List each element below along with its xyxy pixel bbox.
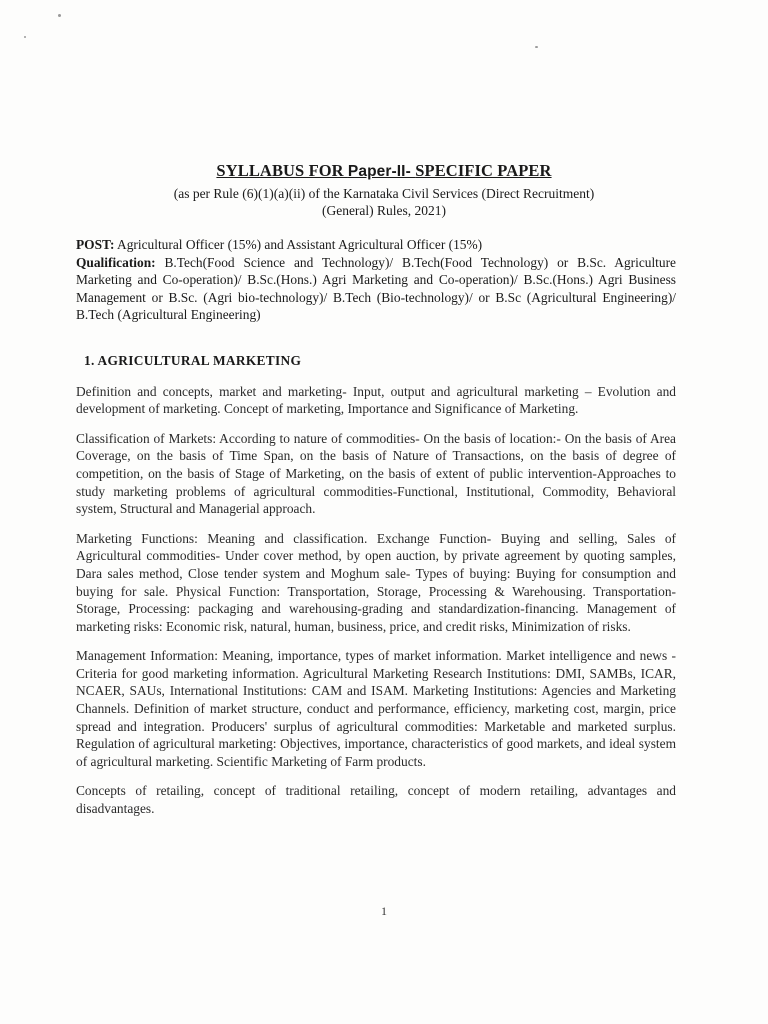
body-paragraph-1: Definition and concepts, market and marketing- Input, output and agricultural marketing – Evolution and development of marketing. Concept of marketing, Importance and Significance of Marketing. <box>76 383 676 417</box>
title-part-1: SYLLABUS FOR <box>216 161 348 180</box>
post-label: POST: <box>76 237 115 252</box>
post-line <box>76 236 676 254</box>
document-body <box>76 236 676 830</box>
document-subtitle-line-1: (as per Rule (6)(1)(a)(ii) of the Karnataka Civil Services (Direct Recruitment) <box>173 186 595 201</box>
document-subtitle-line-2: (General) Rules, 2021) <box>321 203 447 218</box>
scan-speck <box>58 14 61 17</box>
qualification-text: B.Tech(Food Science and Technology)/ B.Tech(Food Technology) or B.Sc. Agriculture Marketing and Co-operation)/ B.Sc.(Hons.) Agri Marketing and Co-operation)/ B.Sc.(Hons.) Agri Business Management or B.Sc. (Agri bio-technology)/ B.Tech (Bio-technology)/ or B.Sc (Agricultural Engineering)/ B.Tech (Agricultural Engineering) <box>76 254 676 323</box>
document-title <box>0 160 768 183</box>
document-header <box>0 160 768 219</box>
title-part-2: Paper-II- <box>347 163 416 180</box>
body-paragraph-3: Marketing Functions: Meaning and classification. Exchange Function- Buying and selling, Sales of Agricultural commodities- Under cover method, by open auction, by private agreement by quoting samples, Dara sales method, Close tender system and Moghum sale- Types of buying: Buying for consumption and buying for sale. Physical Function: Transportation, Storage, Processing & Warehousing. Transportation- Storage, Processing: packaging and warehousing-grading and standardization-financing. Management of marketing risks: Economic risk, natural, human, business, price, and credit risks, Minimization of risks. <box>76 530 676 634</box>
body-paragraph-5: Concepts of retailing, concept of traditional retailing, concept of modern retailing, advantages and disadvantages. <box>76 783 676 817</box>
title-part-3: SPECIFIC PAPER <box>415 161 552 180</box>
body-paragraph-2: Classification of Markets: According to nature of commodities- On the basis of location:- On the basis of Area Coverage, on the basis of Time Span, on the basis of Nature of Transactions, on the basis of degree of competition, on the basis of Stage of Marketing, on the basis of extent of public intervention-Approaches to study marketing problems of agricultural commodities-Functional, Institutional, Commodity, Behavioral system, Structural and Managerial approach. <box>76 430 676 517</box>
scan-speck <box>535 46 538 48</box>
body-paragraph-4: Management Information: Meaning, importance, types of market information. Market intelligence and news - Criteria for good marketing information. Agricultural Marketing Research Institutions: DMI, SAMBs, ICAR, NCAER, SAUs, International Institutions: CAM and ISAM. Marketing Institutions: Agencies and Marketing Channels. Definition of market structure, conduct and performance, efficiency, marketing cost, margin, price spread and integration. Producers' surplus of agricultural commodities: Marketable and marketed surplus. Regulation of agricultural marketing: Objectives, importance, characteristics of good markets, and ideal system of agricultural marketing. Scientific Marketing of Farm products. <box>76 648 676 769</box>
scan-speck <box>24 36 26 38</box>
section-heading: 1. AGRICULTURAL MARKETING <box>84 352 302 368</box>
qualification-line <box>76 254 676 324</box>
post-block <box>76 236 676 324</box>
post-text: Agricultural Officer (15%) and Assistant Agricultural Officer (15%) <box>114 237 483 252</box>
section-gap <box>76 324 676 352</box>
qualification-label: Qualification: <box>76 254 156 270</box>
page-number: 1 <box>381 904 387 918</box>
